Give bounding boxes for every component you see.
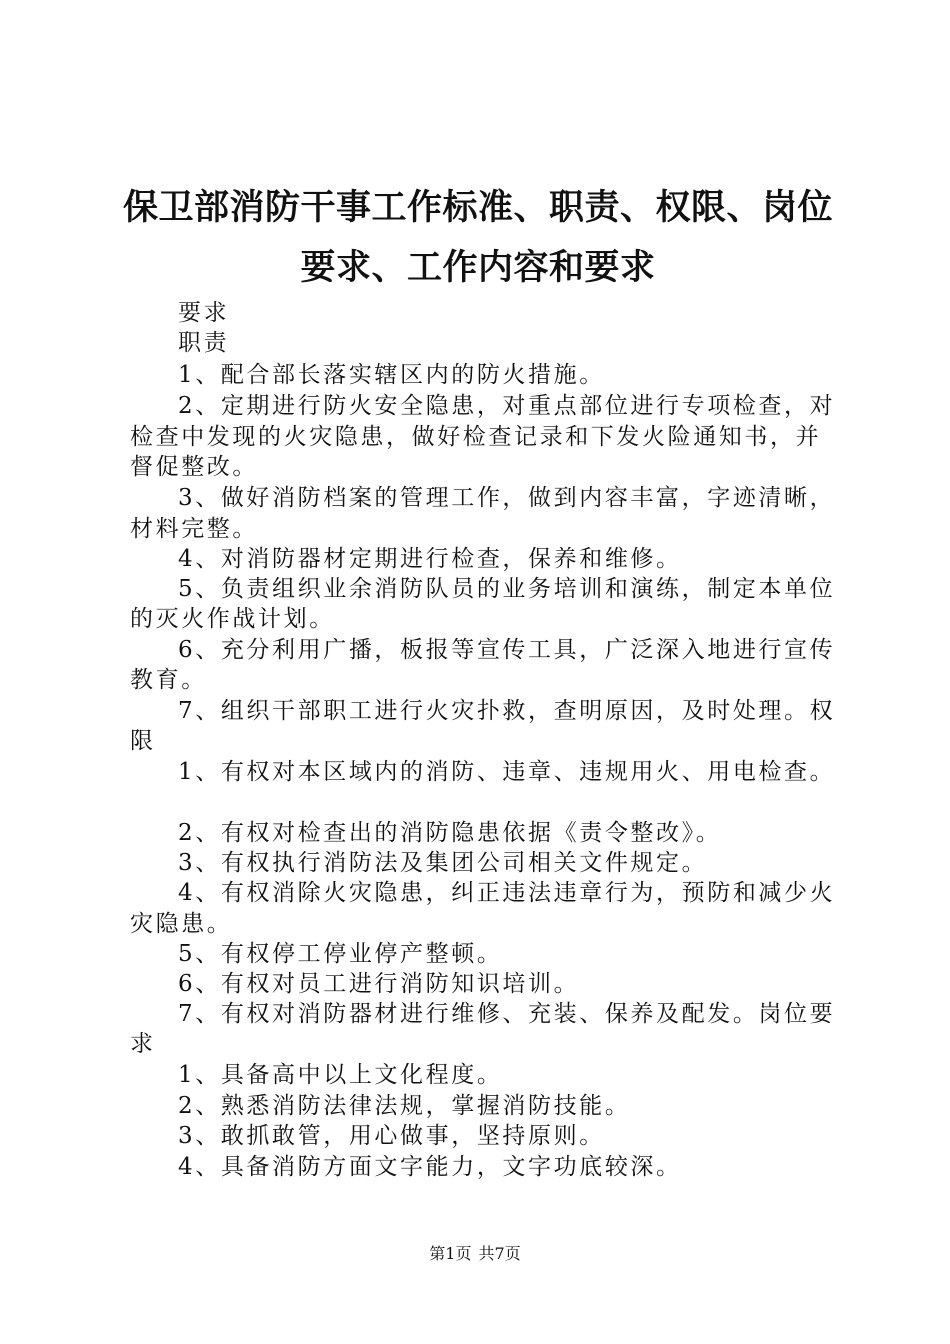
requirement-item-2: 2、熟悉消防法律法规，掌握消防技能。 [178,1093,631,1119]
authority-item-7-cont: 求 [130,1031,156,1057]
authority-item-7: 7、有权对消防器材进行维修、充装、保养及配发。岗位要 [178,1001,836,1027]
duty-item-1: 1、配合部长落实辖区内的防火措施。 [178,362,605,388]
duty-item-3-cont: 材料完整。 [130,516,258,542]
duty-item-4: 4、对消防器材定期进行检查，保养和维修。 [178,546,682,572]
duty-item-3: 3、做好消防档案的管理工作，做到内容丰富，字迹清晰， [178,485,836,511]
page-total: 共7页 [478,1244,521,1263]
document-title-line-1: 保卫部消防干事工作标准、职责、权限、岗位 [122,187,833,228]
authority-item-4-cont: 灾隐患。 [130,911,233,937]
duty-item-2-cont: 检查中发现的火灾隐患，做好检查记录和下发火险通知书，并 [130,424,822,450]
authority-item-4: 4、有权消除火灾隐患，纠正违法违章行为，预防和减少火 [178,880,836,906]
authority-item-3: 3、有权执行消防法及集团公司相关文件规定。 [178,850,708,876]
duty-item-5: 5、负责组织业余消防队员的业务培训和演练，制定本单位 [178,576,836,602]
authority-item-1: 1、有权对本区域内的消防、违章、违规用火、用电检查。 [178,759,836,785]
duty-item-7: 7、组织干部职工进行火灾扑救，查明原因，及时处理。权 [178,698,836,724]
page-footer [0,1242,950,1266]
document-title-line-2: 要求、工作内容和要求 [300,247,656,288]
duty-item-6: 6、充分利用广播，板报等宣传工具，广泛深入地进行宣传 [178,637,836,663]
requirement-item-3: 3、敢抓敢管，用心做事，坚持原则。 [178,1123,605,1149]
duty-item-2: 2、定期进行防火安全隐患，对重点部位进行专项检查，对 [178,393,836,419]
duty-item-2-cont: 督促整改。 [130,454,258,480]
duty-item-7-cont: 限 [130,728,156,754]
section-heading-requirements: 要求 [178,300,230,326]
page-number: 第1页 [429,1244,472,1263]
authority-item-5: 5、有权停工停业停产整顿。 [178,941,503,967]
requirement-item-1: 1、具备高中以上文化程度。 [178,1062,503,1088]
requirement-item-4: 4、具备消防方面文字能力，文字功底较深。 [178,1154,682,1180]
duty-item-5-cont: 的灭火作战计划。 [130,606,335,632]
authority-item-6: 6、有权对员工进行消防知识培训。 [178,971,580,997]
section-heading-duties: 职责 [178,330,230,356]
authority-item-2: 2、有权对检查出的消防隐患依据《责令整改》。 [178,820,722,846]
duty-item-6-cont: 教育。 [130,667,207,693]
